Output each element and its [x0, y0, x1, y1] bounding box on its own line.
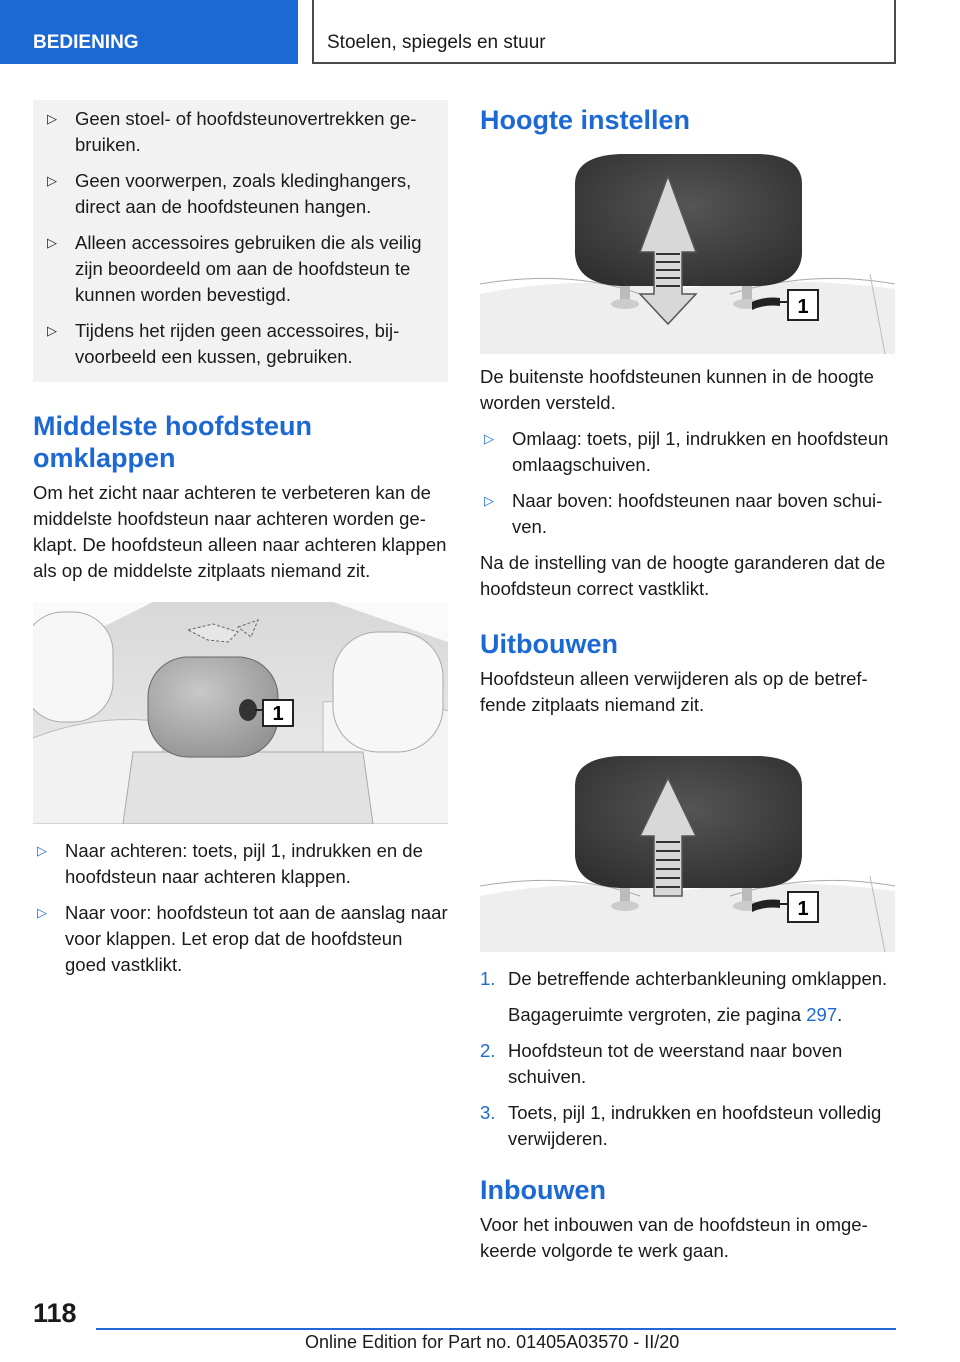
section-outro: Na de instelling van de hoogte garanderen dat de hoofdsteun correct vastklikt.	[480, 552, 886, 599]
chapter-title: Stoelen, spiegels en stuur	[327, 32, 546, 53]
headrest-removal-illustration	[480, 756, 895, 952]
page-link[interactable]: 297	[806, 1004, 838, 1025]
step-note: Bagageruimte vergroten, zie pagina 297.	[508, 1004, 843, 1025]
step-item: 3. Toets, pijl 1, indrukken en hoofdsteun volledig verwijderen.	[480, 1102, 882, 1149]
section-heading: Inbouwen	[480, 1175, 606, 1205]
section-text: Voor het inbouwen van de hoofdsteun in omgekeerde volgorde te werk gaan.	[480, 1214, 868, 1261]
right-column	[480, 100, 895, 1264]
callout-label: 1	[272, 703, 284, 725]
triangle-bullet-icon	[47, 230, 57, 256]
section-intro: Hoofdsteun alleen verwijderen als op de betreffende zitplaats niemand zit.	[480, 668, 868, 715]
triangle-bullet-icon	[37, 900, 47, 926]
triangle-bullet-icon	[484, 426, 494, 452]
triangle-bullet-icon	[37, 838, 47, 864]
list-item: ▷ Geen stoel- of hoofdsteunovertrekken gebruiken.	[43, 106, 436, 158]
section-heading: Uitbouwen	[480, 629, 618, 659]
footer-text: Online Edition for Part no. 01405A03570 - II/20	[305, 1332, 680, 1352]
list-item: ▷ Naar achteren: toets, pijl 1, indrukken en de hoofdsteun naar achteren klappen.	[33, 838, 448, 890]
chapter-header	[312, 0, 896, 64]
footer-divider	[96, 1328, 896, 1330]
section-heading: Hoogte instellen	[480, 105, 691, 135]
warning-note-box	[33, 100, 448, 382]
triangle-bullet-icon	[47, 318, 57, 344]
section-heading: Middelste hoofdsteun omklappen	[33, 411, 312, 473]
list-item: ▷ Naar boven: hoofdsteunen naar boven schuiven.	[480, 488, 895, 540]
headrest-height-illustration	[480, 154, 895, 354]
callout-label: 1	[797, 296, 809, 318]
triangle-bullet-icon	[484, 488, 494, 514]
section-title: BEDIENING	[33, 32, 139, 53]
list-item: ▷ Alleen accessoires gebruiken die als veilig zijn beoordeeld om aan de hoofdsteun te kunnen worden bevestigd.	[43, 230, 436, 308]
list-item: ▷ Tijdens het rijden geen accessoires, bijvoorbeeld een kussen, gebruiken.	[43, 318, 436, 370]
list-item: ▷ Geen voorwerpen, zoals kledinghangers, direct aan de hoofdsteunen hangen.	[43, 168, 436, 220]
step-item: 1. De betreffende achterbankleuning omklappen.	[480, 968, 888, 989]
list-item: ▷ Omlaag: toets, pijl 1, indrukken en hoofdsteun omlaagschuiven.	[480, 426, 895, 478]
callout-label: 1	[797, 898, 809, 920]
list-item: ▷ Naar voor: hoofdsteun tot aan de aanslag naar voor klappen. Let erop dat de hoofdsteun goed vastklikt.	[33, 900, 448, 978]
triangle-bullet-icon	[47, 106, 57, 132]
section-intro: De buitenste hoofdsteunen kunnen in de hoogte worden versteld.	[480, 366, 874, 413]
step-item: 2. Hoofdsteun tot de weerstand naar boven schuiven.	[480, 1040, 843, 1087]
page-number: 118	[33, 1298, 77, 1328]
section-intro: Om het zicht naar achteren te verbeteren kan de middelste hoofdsteun naar achteren worden geklapt. De hoofdsteun alleen naar achteren klappen als op de middelste zitplaats niemand zit.	[33, 482, 447, 581]
rear-headrest-illustration	[33, 602, 448, 824]
triangle-bullet-icon	[47, 168, 57, 194]
section-tab	[0, 0, 298, 64]
left-column	[33, 100, 448, 988]
